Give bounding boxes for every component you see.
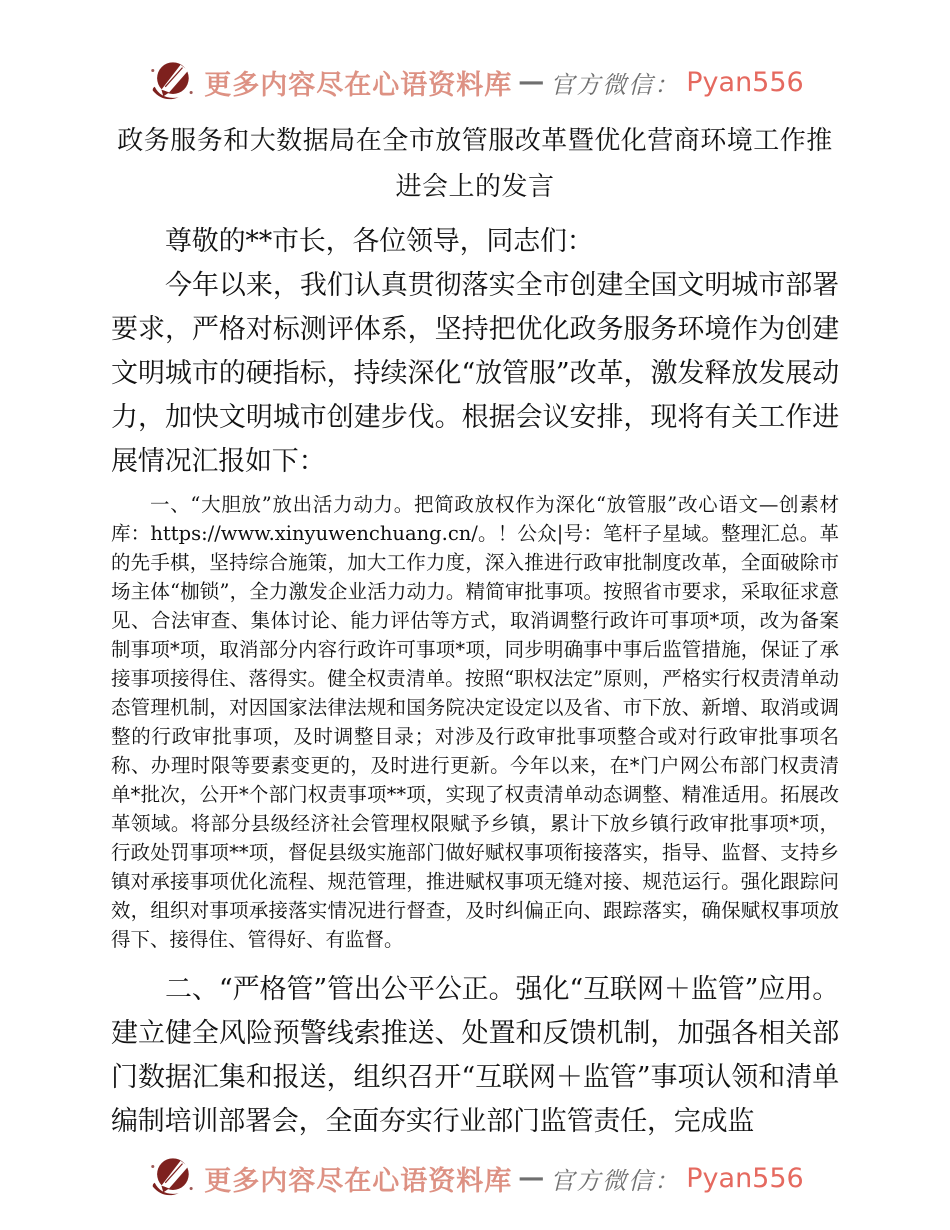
wechat-id: Pyan556 — [686, 1162, 804, 1194]
page-container — [111, 0, 839, 1204]
watermark-footer — [111, 1152, 839, 1204]
paragraph-intro: 今年以来，我们认真贯彻落实全市创建全国文明城市部署要求，严格对标测评体系，坚持把优化政务服务环境作为创建文明城市的硬指标，持续深化“放管服”改革，激发释放发展动力，加快文明城市创建步伐。根据会议安排，现将有关工作进展情况汇报如下： — [111, 270, 839, 477]
paragraph-section-1: 一、“大胆放”放出活力动力。把简政放权作为深化“放管服”改心语文—创素材库：https://www.xinyuwenchuang.cn/。！公众|号：笔杆子星域。整理汇总。革的先手棋，坚持综合施策，加大工作力度，深入推进行政审批制度改革，全面破除市场主体“枷锁”，全力激发企业活力动力。精简审批事项。按照省市要求，采取征求意见、合法审查、集体讨论、能力评估等方式，取消调整行政许可事项*项，改为备案制事项*项，取消部分内容行政许可事项*项，同步明确事中事后监管措施，保证了承接事项接得住、落得实。健全权责清单。按照“职权法定”原则，严格实行权责清单动态管理机制，对因国家法律法规和国务院决定设定以及省、市下放、新增、取消或调整的行政审批事项，及时调整目录；对涉及行政审批事项整合或对行政审批事项名称、办理时限等要素变更的，及时进行更新。今年以来，在*门户网公布部门权责清单*批次，公开*个部门权责事项**项，实现了权责清单动态调整、精准适用。拓展改革领域。将部分县级经济社会管理权限赋予乡镇，累计下放乡镇行政审批事项*项，行政处罚事项**项，督促县级实施部门做好赋权事项衔接落实，指导、监督、支持乡镇对承接事项优化流程、规范管理，推进赋权事项无缝对接、规范运行。强化跟踪问效，组织对事项承接落实情况进行督查，及时纠偏正向、跟踪落实，确保赋权事项放得下、接得住、管得好、有监督。 — [111, 493, 839, 951]
pen-swirl-logo-icon — [146, 59, 196, 105]
document-title: 政务服务和大数据局在全市放管服改革暨优化营商环境工作推进会上的发言 — [117, 126, 833, 202]
wechat-label: 官方微信： — [550, 70, 681, 99]
greeting-line: 尊敬的**市长，各位领导，同志们： — [165, 226, 594, 257]
watermark-brand-text: 更多内容尽在心语资料库 — [204, 69, 513, 101]
watermark-header — [111, 56, 839, 108]
watermark-separator: — — [518, 1163, 545, 1193]
wechat-id: Pyan556 — [686, 66, 804, 98]
paragraph-section-2: 二、“严格管”管出公平公正。强化“互联网＋监管”应用。建立健全风险预警线索推送、处置和反馈机制，加强各相关部门数据汇集和报送，组织召开“互联网＋监管”事项认领和清单编制培训部署会，全面夯实行业部门监管责任，完成监 — [111, 974, 839, 1137]
pen-swirl-logo-icon — [146, 1155, 196, 1201]
watermark-separator: — — [518, 67, 545, 97]
watermark-brand-text: 更多内容尽在心语资料库 — [204, 1165, 513, 1197]
wechat-label: 官方微信： — [550, 1166, 681, 1195]
